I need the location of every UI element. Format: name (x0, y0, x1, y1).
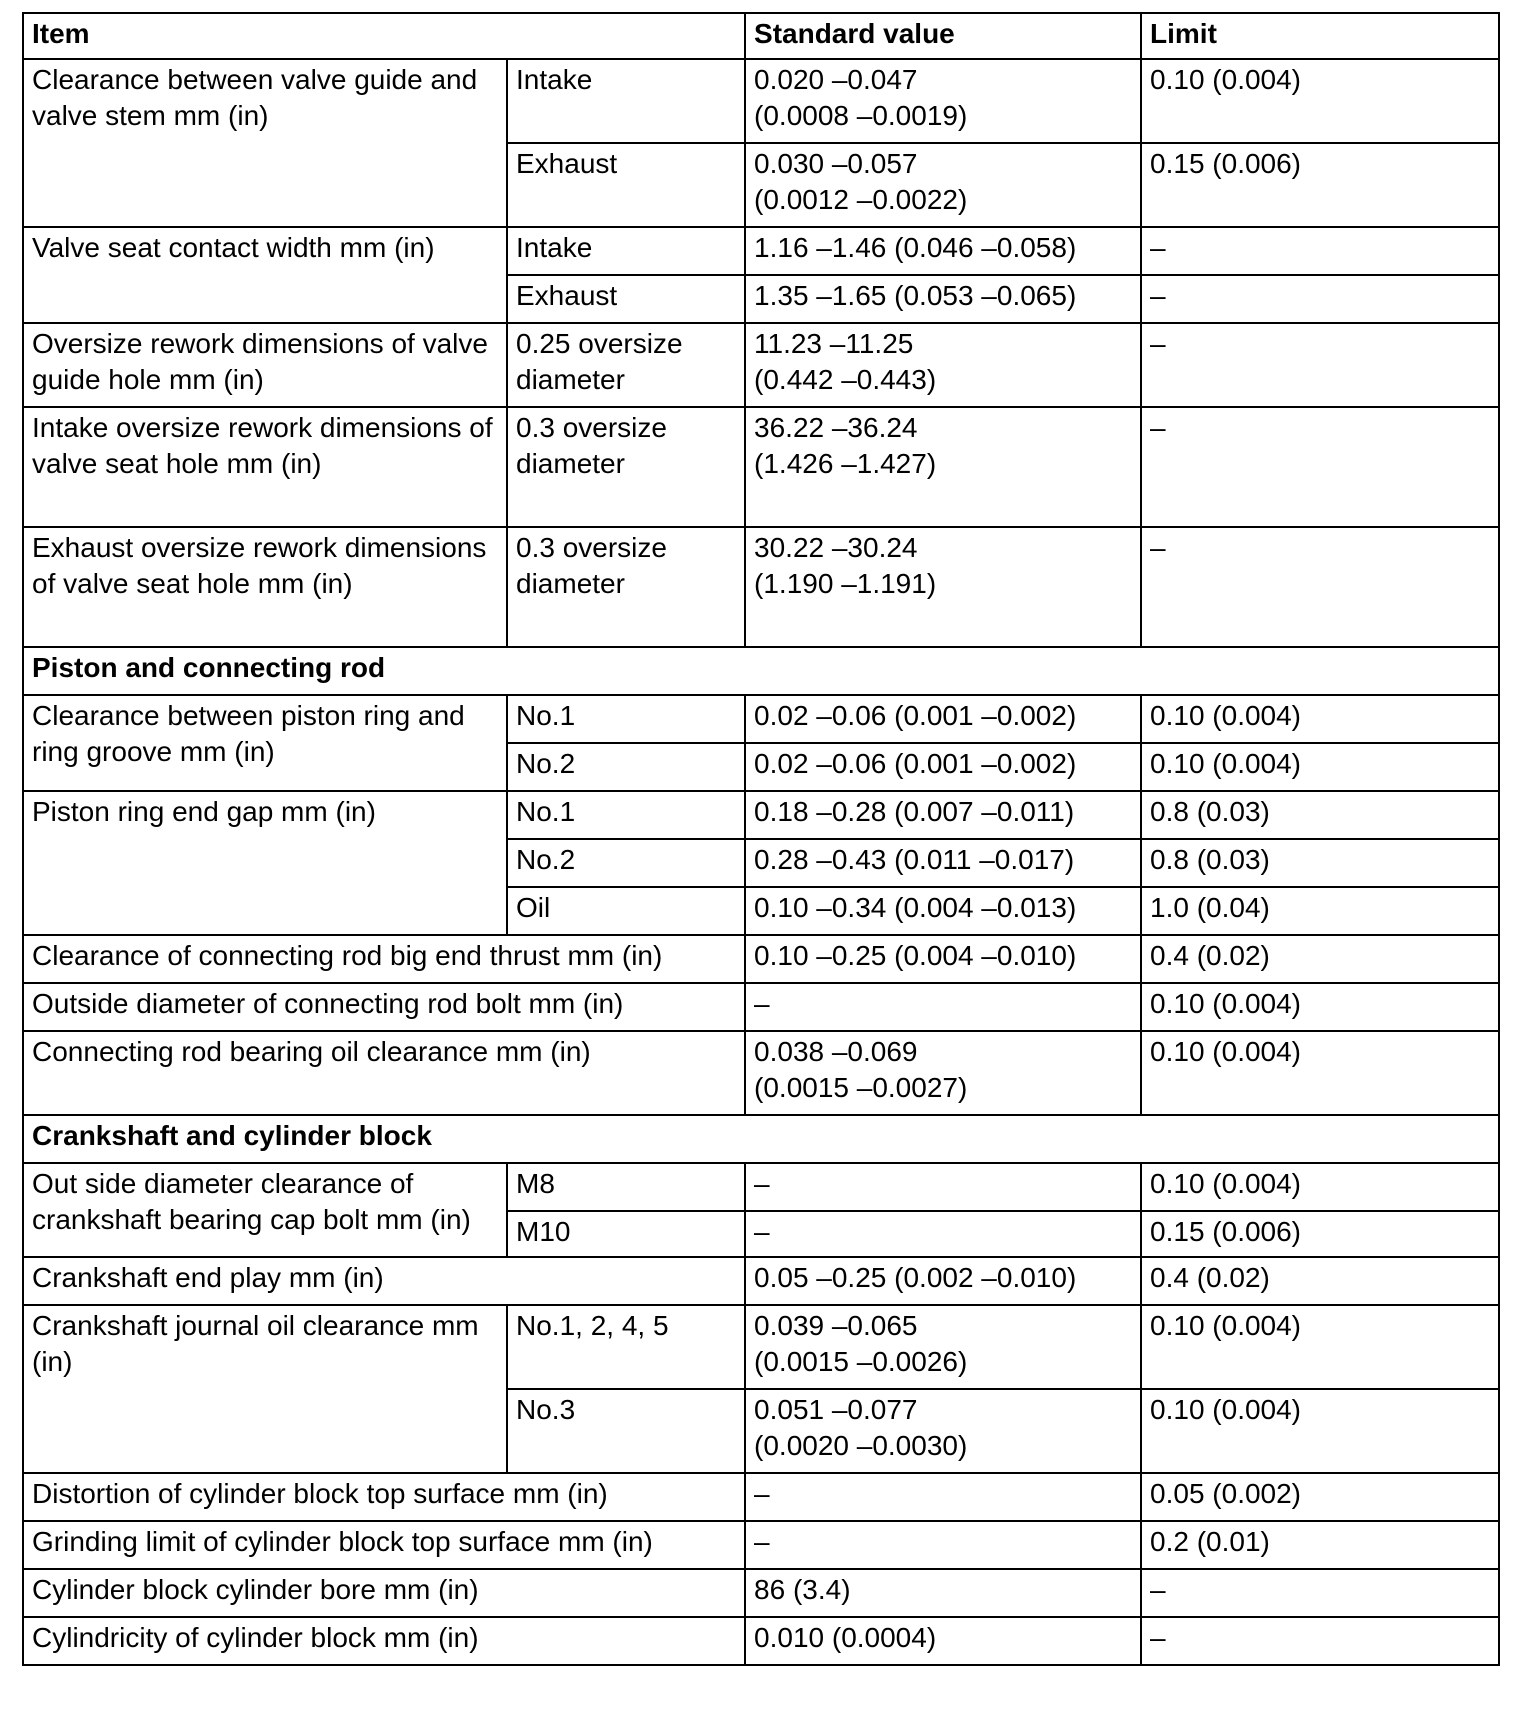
standard-value-cell: 0.010 (0.0004) (745, 1617, 1141, 1665)
limit-cell: 0.10 (0.004) (1141, 1305, 1499, 1389)
limit-cell: – (1141, 275, 1499, 323)
standard-value-cell: 86 (3.4) (745, 1569, 1141, 1617)
standard-value-cell (745, 1031, 1141, 1115)
value-line: 0.038 –0.069 (754, 1036, 918, 1067)
limit-cell: 0.15 (0.006) (1141, 1211, 1499, 1257)
standard-value-cell: 1.35 –1.65 (0.053 –0.065) (745, 275, 1141, 323)
sub-item-cell: M8 (507, 1163, 745, 1211)
item-cell: Cylinder block cylinder bore mm (in) (23, 1569, 745, 1617)
value-line: (0.0012 –0.0022) (754, 184, 968, 215)
header-item: Item (23, 13, 745, 59)
table-row (23, 1617, 1499, 1665)
item-cell: Clearance between piston ring and ring groove mm (in) (23, 695, 507, 791)
standard-value-cell: 0.10 –0.34 (0.004 –0.013) (745, 887, 1141, 935)
limit-cell: 0.10 (0.004) (1141, 1163, 1499, 1211)
value-line: 30.22 –30.24 (754, 532, 918, 563)
limit-cell: – (1141, 1569, 1499, 1617)
standard-value-cell (745, 527, 1141, 647)
sub-item-cell: 0.3 oversize diameter (507, 527, 745, 647)
standard-value-cell (745, 323, 1141, 407)
limit-cell: 0.10 (0.004) (1141, 695, 1499, 743)
table-row (23, 1569, 1499, 1617)
sub-item-cell: Intake (507, 59, 745, 143)
sub-item-cell: No.1, 2, 4, 5 (507, 1305, 745, 1389)
item-cell: Outside diameter of connecting rod bolt mm (in) (23, 983, 745, 1031)
value-line: (0.0015 –0.0027) (754, 1072, 968, 1103)
item-cell: Crankshaft end play mm (in) (23, 1257, 745, 1305)
sub-item-cell: 0.25 oversize diameter (507, 323, 745, 407)
header-limit: Limit (1141, 13, 1499, 59)
value-line: (0.0008 –0.0019) (754, 100, 968, 131)
item-cell: Crankshaft journal oil clearance mm (in) (23, 1305, 507, 1473)
limit-cell: 0.8 (0.03) (1141, 791, 1499, 839)
item-cell: Distortion of cylinder block top surface mm (in) (23, 1473, 745, 1521)
sub-item-cell: No.2 (507, 743, 745, 791)
item-cell: Cylindricity of cylinder block mm (in) (23, 1617, 745, 1665)
item-cell: Intake oversize rework dimensions of valve seat hole mm (in) (23, 407, 507, 527)
table-row (23, 1305, 1499, 1389)
section-heading-crankshaft: Crankshaft and cylinder block (23, 1115, 1499, 1163)
value-line: (0.0015 –0.0026) (754, 1346, 968, 1377)
sub-item-cell: No.1 (507, 695, 745, 743)
sub-item-cell: No.2 (507, 839, 745, 887)
standard-value-cell: 0.05 –0.25 (0.002 –0.010) (745, 1257, 1141, 1305)
item-cell: Clearance between valve guide and valve stem mm (in) (23, 59, 507, 227)
limit-cell: – (1141, 407, 1499, 527)
standard-value-cell (745, 407, 1141, 527)
limit-cell: 0.10 (0.004) (1141, 1031, 1499, 1115)
specification-table (22, 12, 1500, 1666)
item-cell: Clearance of connecting rod big end thrust mm (in) (23, 935, 745, 983)
sub-item-cell: Exhaust (507, 275, 745, 323)
sub-item-cell: 0.3 oversize diameter (507, 407, 745, 527)
sub-item-cell: M10 (507, 1211, 745, 1257)
value-line: (1.190 –1.191) (754, 568, 937, 599)
standard-value-cell (745, 1389, 1141, 1473)
table-row (23, 227, 1499, 275)
limit-cell: – (1141, 527, 1499, 647)
standard-value-cell: 0.02 –0.06 (0.001 –0.002) (745, 743, 1141, 791)
table-row (23, 1473, 1499, 1521)
value-line: (0.0020 –0.0030) (754, 1430, 968, 1461)
item-cell: Oversize rework dimensions of valve guide hole mm (in) (23, 323, 507, 407)
limit-cell: 0.05 (0.002) (1141, 1473, 1499, 1521)
standard-value-cell: 0.18 –0.28 (0.007 –0.011) (745, 791, 1141, 839)
standard-value-cell: 0.02 –0.06 (0.001 –0.002) (745, 695, 1141, 743)
table-row (23, 59, 1499, 143)
standard-value-cell (745, 143, 1141, 227)
limit-cell: 0.10 (0.004) (1141, 59, 1499, 143)
table-row (23, 323, 1499, 407)
value-line: (1.426 –1.427) (754, 448, 937, 479)
sub-item-cell: Exhaust (507, 143, 745, 227)
table-row (23, 527, 1499, 647)
standard-value-cell: – (745, 1473, 1141, 1521)
limit-cell: 0.15 (0.006) (1141, 143, 1499, 227)
table-row (23, 1257, 1499, 1305)
section-row (23, 1115, 1499, 1163)
standard-value-cell: – (745, 983, 1141, 1031)
sub-item-cell: Oil (507, 887, 745, 935)
standard-value-cell: 1.16 –1.46 (0.046 –0.058) (745, 227, 1141, 275)
limit-cell: 0.8 (0.03) (1141, 839, 1499, 887)
table-row (23, 791, 1499, 839)
item-cell: Valve seat contact width mm (in) (23, 227, 507, 323)
section-heading-piston: Piston and connecting rod (23, 647, 1499, 695)
section-row (23, 647, 1499, 695)
limit-cell: 0.10 (0.004) (1141, 743, 1499, 791)
sub-item-cell: Intake (507, 227, 745, 275)
item-cell: Connecting rod bearing oil clearance mm (in) (23, 1031, 745, 1115)
value-line: 0.020 –0.047 (754, 64, 918, 95)
limit-cell: – (1141, 227, 1499, 275)
standard-value-cell: 0.10 –0.25 (0.004 –0.010) (745, 935, 1141, 983)
standard-value-cell: – (745, 1211, 1141, 1257)
standard-value-cell: – (745, 1521, 1141, 1569)
limit-cell: 1.0 (0.04) (1141, 887, 1499, 935)
limit-cell: 0.4 (0.02) (1141, 1257, 1499, 1305)
table-row (23, 1163, 1499, 1211)
table-row (23, 1521, 1499, 1569)
item-cell: Out side diameter clearance of crankshaft bearing cap bolt mm (in) (23, 1163, 507, 1257)
limit-cell: – (1141, 1617, 1499, 1665)
value-line: 0.039 –0.065 (754, 1310, 918, 1341)
table-row (23, 983, 1499, 1031)
standard-value-cell (745, 59, 1141, 143)
value-line: 36.22 –36.24 (754, 412, 918, 443)
limit-cell: 0.10 (0.004) (1141, 983, 1499, 1031)
value-line: 0.051 –0.077 (754, 1394, 918, 1425)
table-row (23, 407, 1499, 527)
item-cell: Piston ring end gap mm (in) (23, 791, 507, 935)
limit-cell: 0.4 (0.02) (1141, 935, 1499, 983)
limit-cell: – (1141, 323, 1499, 407)
table-row (23, 935, 1499, 983)
limit-cell: 0.10 (0.004) (1141, 1389, 1499, 1473)
value-line: 11.23 –11.25 (754, 328, 914, 359)
standard-value-cell: 0.28 –0.43 (0.011 –0.017) (745, 839, 1141, 887)
limit-cell: 0.2 (0.01) (1141, 1521, 1499, 1569)
value-line: 0.030 –0.057 (754, 148, 918, 179)
sub-item-cell: No.3 (507, 1389, 745, 1473)
value-line: (0.442 –0.443) (754, 364, 937, 395)
table-row (23, 1031, 1499, 1115)
header-standard-value: Standard value (745, 13, 1141, 59)
standard-value-cell (745, 1305, 1141, 1389)
table-row (23, 695, 1499, 743)
header-row (23, 13, 1499, 59)
item-cell: Grinding limit of cylinder block top surface mm (in) (23, 1521, 745, 1569)
item-cell: Exhaust oversize rework dimensions of valve seat hole mm (in) (23, 527, 507, 647)
sub-item-cell: No.1 (507, 791, 745, 839)
standard-value-cell: – (745, 1163, 1141, 1211)
